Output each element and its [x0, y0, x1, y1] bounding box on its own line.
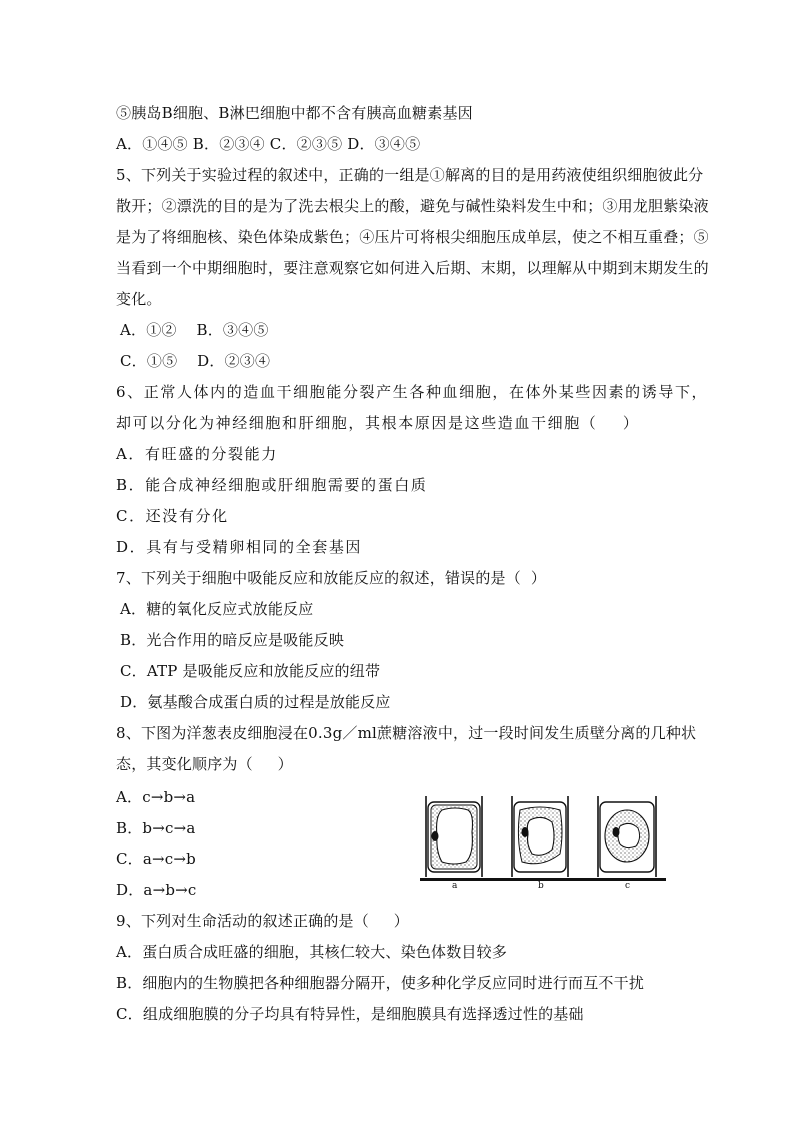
label-b: b	[538, 881, 544, 888]
question-7-text: 7、下列关于细胞中吸能反应和放能反应的叙述，错误的是（ ）	[116, 569, 547, 587]
cell-a	[426, 796, 482, 877]
question-9-option-b: B．细胞内的生物膜把各种细胞器分隔开，使多种化学反应同时进行而互不干扰	[116, 974, 645, 992]
question-6-option-c: C．还没有分化	[116, 507, 229, 525]
question-9-option-a: A．蛋白质合成旺盛的细胞，其核仁较大、染色体数目较多	[116, 943, 508, 961]
question-8-option-d: D．a→b→c	[116, 881, 197, 899]
question-5-text-line2: 散开；②漂洗的目的是为了洗去根尖上的酸，避免与碱性染料发生中和；③用龙胆紫染液	[116, 197, 709, 215]
question-8-text-line1: 8、下图为洋葱表皮细胞浸在0.3g／ml蔗糖溶液中，过一段时间发生质壁分离的几种状	[116, 724, 697, 742]
question-6-text-line2: 却可以分化为神经细胞和肝细胞，其根本原因是这些造血干细胞（ ）	[116, 414, 640, 432]
question-7-option-b: B．光合作用的暗反应是吸能反映	[120, 631, 345, 649]
question-8-option-b: B．b→c→a	[116, 819, 196, 837]
question-4-options: A．①④⑤ B．②③④ C．②③⑤ D．③④⑤	[116, 135, 421, 153]
question-5-text-line4: 当看到一个中期细胞时，要注意观察它如何进入后期、末期，以理解从中期到末期发生的	[116, 259, 709, 277]
cell-c	[598, 796, 656, 877]
cell-b	[512, 796, 568, 877]
question-9-option-c: C．组成细胞膜的分子均具有特异性，是细胞膜具有选择透过性的基础	[116, 1005, 584, 1023]
question-7-option-a: A．糖的氧化反应式放能反应	[120, 600, 314, 618]
question-8-text-line2: 态，其变化顺序为（ ）	[116, 755, 293, 773]
question-6-option-b: B．能合成神经细胞或肝细胞需要的蛋白质	[116, 476, 428, 494]
question-7-option-d: D．氨基酸合成蛋白质的过程是放能反应	[120, 693, 391, 711]
question-5-text-line5: 变化。	[116, 290, 162, 308]
question-8-option-a: A．c→b→a	[116, 788, 196, 806]
question-4-statement-5: ⑤胰岛B细胞、B淋巴细胞中都不含有胰高血糖素基因	[116, 104, 473, 122]
question-5-text-line3: 是为了将细胞核、染色体染成紫色；④压片可将根尖细胞压成单层，使之不相互重叠；⑤	[116, 228, 709, 246]
label-c: c	[625, 881, 631, 888]
question-5-options-cd: C．①⑤ D．②③④	[120, 352, 271, 370]
question-5-text-line1: 5、下列关于实验过程的叙述中，正确的一组是①解离的目的是用药液使组织细胞彼此分	[116, 166, 704, 184]
plasmolysis-figure	[420, 792, 670, 888]
question-6-option-d: D．具有与受精卵相同的全套基因	[116, 538, 363, 556]
label-a: a	[452, 881, 458, 888]
question-9-text: 9、下列对生命活动的叙述正确的是（ ）	[116, 912, 409, 930]
question-6-option-a: A．有旺盛的分裂能力	[116, 445, 278, 463]
question-6-text-line1: 6、正常人体内的造血干细胞能分裂产生各种血细胞，在体外某些因素的诱导下，	[116, 383, 709, 401]
question-5-options-ab: A．①② B．③④⑤	[120, 321, 269, 339]
question-8-option-c: C．a→c→b	[116, 850, 196, 868]
question-7-option-c: C．ATP 是吸能反应和放能反应的纽带	[120, 662, 381, 680]
